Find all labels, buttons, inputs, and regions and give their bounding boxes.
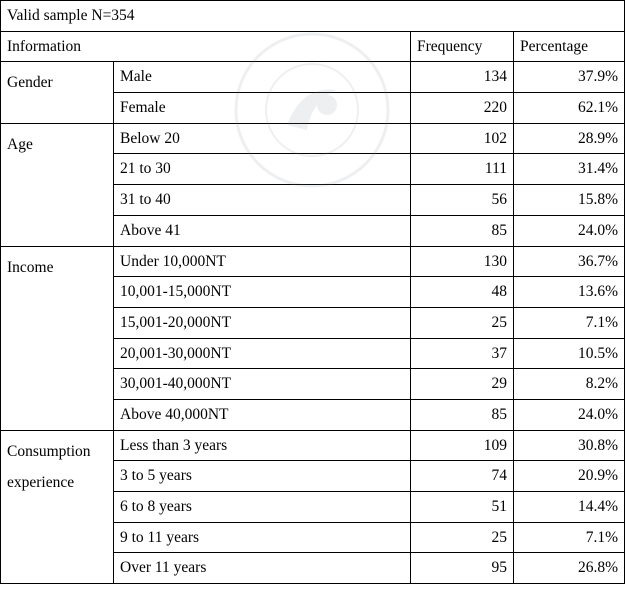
table-row bbox=[1, 246, 625, 277]
category-label: experience bbox=[7, 473, 75, 491]
percentage-cell: 24.0% bbox=[514, 215, 625, 246]
frequency-cell: 74 bbox=[411, 461, 514, 492]
frequency-cell: 56 bbox=[411, 185, 514, 216]
percentage-cell: 24.0% bbox=[514, 399, 625, 430]
percentage-cell: 36.7% bbox=[514, 246, 625, 277]
frequency-cell: 109 bbox=[411, 430, 514, 461]
item-label-cell: Over 11 years bbox=[114, 553, 411, 584]
percentage-cell: 20.9% bbox=[514, 461, 625, 492]
category-cell bbox=[1, 62, 114, 123]
frequency-cell: 85 bbox=[411, 399, 514, 430]
item-label-cell: 15,001-20,000NT bbox=[114, 307, 411, 338]
table-row bbox=[1, 430, 625, 461]
percentage-cell: 31.4% bbox=[514, 154, 625, 185]
item-label-cell: 9 to 11 years bbox=[114, 522, 411, 553]
category-label: Income bbox=[7, 258, 54, 276]
column-header-row bbox=[1, 31, 625, 62]
frequency-cell: 95 bbox=[411, 553, 514, 584]
frequency-header: Frequency bbox=[411, 31, 514, 62]
item-label-cell: 20,001-30,000NT bbox=[114, 338, 411, 369]
percentage-cell: 8.2% bbox=[514, 369, 625, 400]
sample-size-cell: Valid sample N=354 bbox=[1, 1, 625, 32]
item-label-cell: 10,001-15,000NT bbox=[114, 277, 411, 308]
percentage-cell: 15.8% bbox=[514, 185, 625, 216]
percentage-cell: 7.1% bbox=[514, 307, 625, 338]
item-label-cell: Above 41 bbox=[114, 215, 411, 246]
item-label-cell: Female bbox=[114, 93, 411, 124]
frequency-cell: 25 bbox=[411, 307, 514, 338]
frequency-cell: 220 bbox=[411, 93, 514, 124]
sample-size-row bbox=[1, 1, 625, 32]
item-label-cell: Male bbox=[114, 62, 411, 93]
item-label-cell: Under 10,000NT bbox=[114, 246, 411, 277]
percentage-cell: 62.1% bbox=[514, 93, 625, 124]
information-header: Information bbox=[1, 31, 411, 62]
table-row bbox=[1, 62, 625, 93]
item-label-cell: Less than 3 years bbox=[114, 430, 411, 461]
frequency-cell: 85 bbox=[411, 215, 514, 246]
item-label-cell: Below 20 bbox=[114, 123, 411, 154]
frequency-cell: 25 bbox=[411, 522, 514, 553]
category-label: Gender bbox=[7, 74, 53, 92]
frequency-cell: 48 bbox=[411, 277, 514, 308]
percentage-cell: 26.8% bbox=[514, 553, 625, 584]
frequency-cell: 51 bbox=[411, 492, 514, 523]
frequency-cell: 37 bbox=[411, 338, 514, 369]
item-label-cell: Above 40,000NT bbox=[114, 399, 411, 430]
category-label: Consumption bbox=[7, 442, 91, 460]
percentage-cell: 30.8% bbox=[514, 430, 625, 461]
frequency-cell: 102 bbox=[411, 123, 514, 154]
percentage-cell: 7.1% bbox=[514, 522, 625, 553]
frequency-cell: 111 bbox=[411, 154, 514, 185]
category-label: Age bbox=[7, 135, 33, 153]
percentage-cell: 37.9% bbox=[514, 62, 625, 93]
frequency-cell: 29 bbox=[411, 369, 514, 400]
category-cell bbox=[1, 123, 114, 246]
percentage-cell: 10.5% bbox=[514, 338, 625, 369]
item-label-cell: 6 to 8 years bbox=[114, 492, 411, 523]
table-body bbox=[1, 62, 625, 584]
percentage-cell: 28.9% bbox=[514, 123, 625, 154]
category-cell bbox=[1, 430, 114, 583]
frequency-cell: 130 bbox=[411, 246, 514, 277]
percentage-cell: 14.4% bbox=[514, 492, 625, 523]
frequency-cell: 134 bbox=[411, 62, 514, 93]
category-cell bbox=[1, 246, 114, 430]
item-label-cell: 31 to 40 bbox=[114, 185, 411, 216]
table-row bbox=[1, 123, 625, 154]
item-label-cell: 3 to 5 years bbox=[114, 461, 411, 492]
item-label-cell: 30,001-40,000NT bbox=[114, 369, 411, 400]
percentage-header: Percentage bbox=[514, 31, 625, 62]
percentage-cell: 13.6% bbox=[514, 277, 625, 308]
item-label-cell: 21 to 30 bbox=[114, 154, 411, 185]
